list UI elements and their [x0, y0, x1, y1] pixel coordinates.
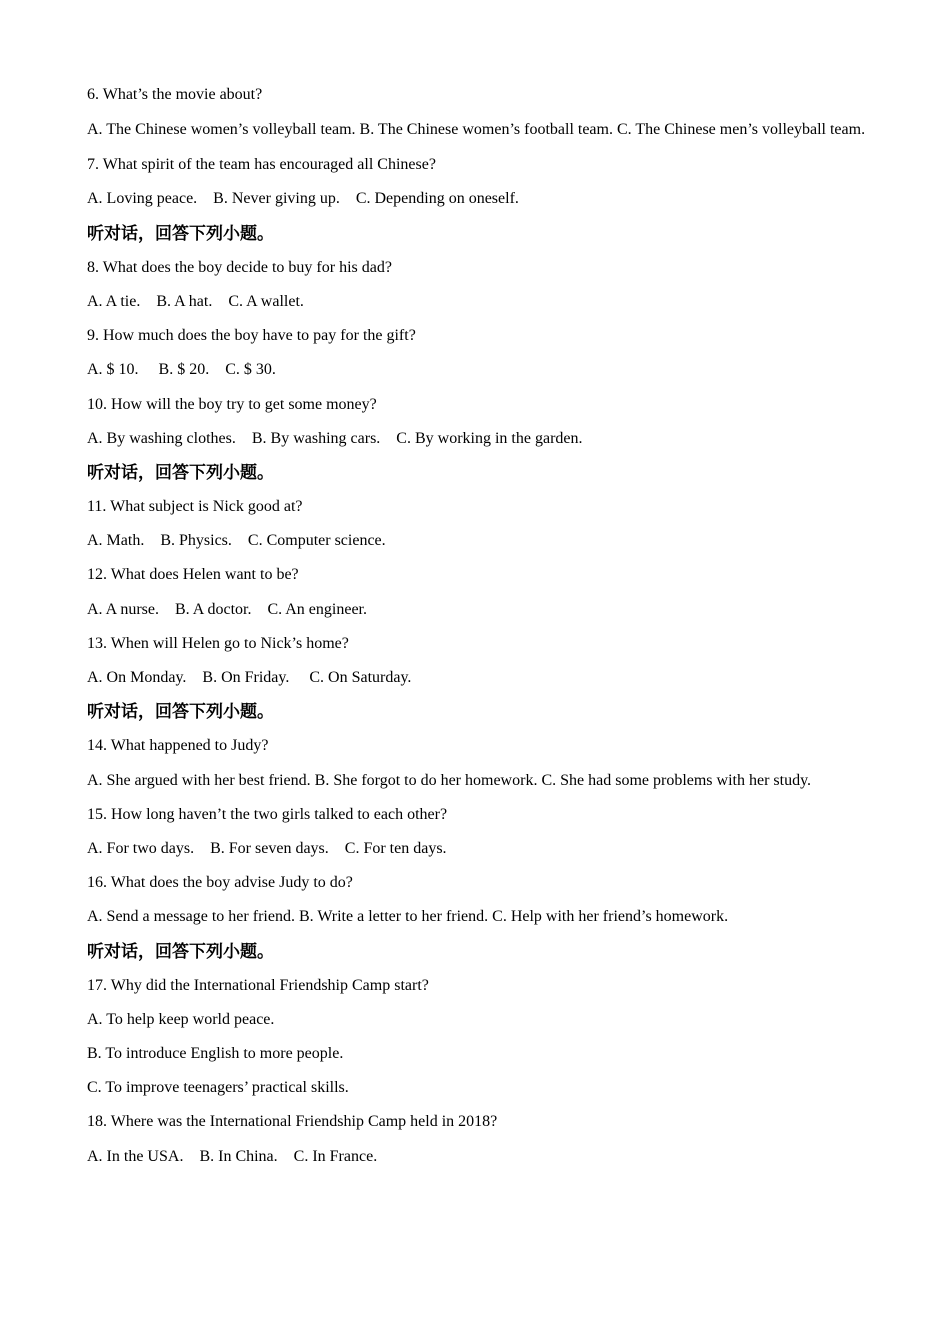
exam-page — [87, 78, 877, 1174]
options-6: A. The Chinese women’s volleyball team. B. The Chinese women’s football team. C. The Chinese men’s volleyball team. — [87, 121, 866, 139]
options-15: A. For two days. B. For seven days. C. For ten days. — [87, 839, 447, 857]
option-17b: B. To introduce English to more people. — [87, 1045, 344, 1063]
options-18: A. In the USA. B. In China. C. In France. — [87, 1147, 378, 1165]
question-18: 18. Where was the International Friendship Camp held in 2018? — [87, 1113, 498, 1131]
options-16: A. Send a message to her friend. B. Write a letter to her friend. C. Help with her friend’s homework. — [87, 908, 729, 926]
options-14: A. She argued with her best friend. B. She forgot to do her homework. C. She had some problems with her study. — [87, 771, 812, 789]
section-heading: 听对话，回答下列小题。 — [87, 941, 274, 962]
options-7: A. Loving peace. B. Never giving up. C. Depending on oneself. — [87, 190, 519, 208]
question-14: 14. What happened to Judy? — [87, 737, 269, 755]
options-10: A. By washing clothes. B. By washing cars. C. By working in the garden. — [87, 429, 583, 447]
question-16: 16. What does the boy advise Judy to do? — [87, 874, 353, 892]
question-13: 13. When will Helen go to Nick’s home? — [87, 634, 349, 652]
question-10: 10. How will the boy try to get some money? — [87, 395, 377, 413]
section-heading: 听对话，回答下列小题。 — [87, 223, 274, 244]
question-7: 7. What spirit of the team has encouraged all Chinese? — [87, 156, 436, 174]
question-12: 12. What does Helen want to be? — [87, 566, 299, 584]
options-11: A. Math. B. Physics. C. Computer science. — [87, 532, 386, 550]
options-8: A. A tie. B. A hat. C. A wallet. — [87, 292, 304, 310]
options-9: A. $ 10. B. $ 20. C. $ 30. — [87, 361, 276, 379]
question-6: 6. What’s the movie about? — [87, 86, 263, 103]
question-11: 11. What subject is Nick good at? — [87, 498, 303, 516]
question-15: 15. How long haven’t the two girls talked to each other? — [87, 805, 448, 823]
question-9: 9. How much does the boy have to pay for the gift? — [87, 327, 416, 345]
question-17: 17. Why did the International Friendship Camp start? — [87, 976, 429, 994]
option-17a: A. To help keep world peace. — [87, 1010, 275, 1028]
section-heading: 听对话，回答下列小题。 — [87, 702, 274, 723]
option-17c: C. To improve teenagers’ practical skills. — [87, 1079, 349, 1097]
question-8: 8. What does the boy decide to buy for his dad? — [87, 258, 392, 276]
options-13: A. On Monday. B. On Friday. C. On Saturday. — [87, 669, 412, 686]
options-12: A. A nurse. B. A doctor. C. An engineer. — [87, 600, 367, 618]
section-heading: 听对话，回答下列小题。 — [87, 462, 274, 483]
